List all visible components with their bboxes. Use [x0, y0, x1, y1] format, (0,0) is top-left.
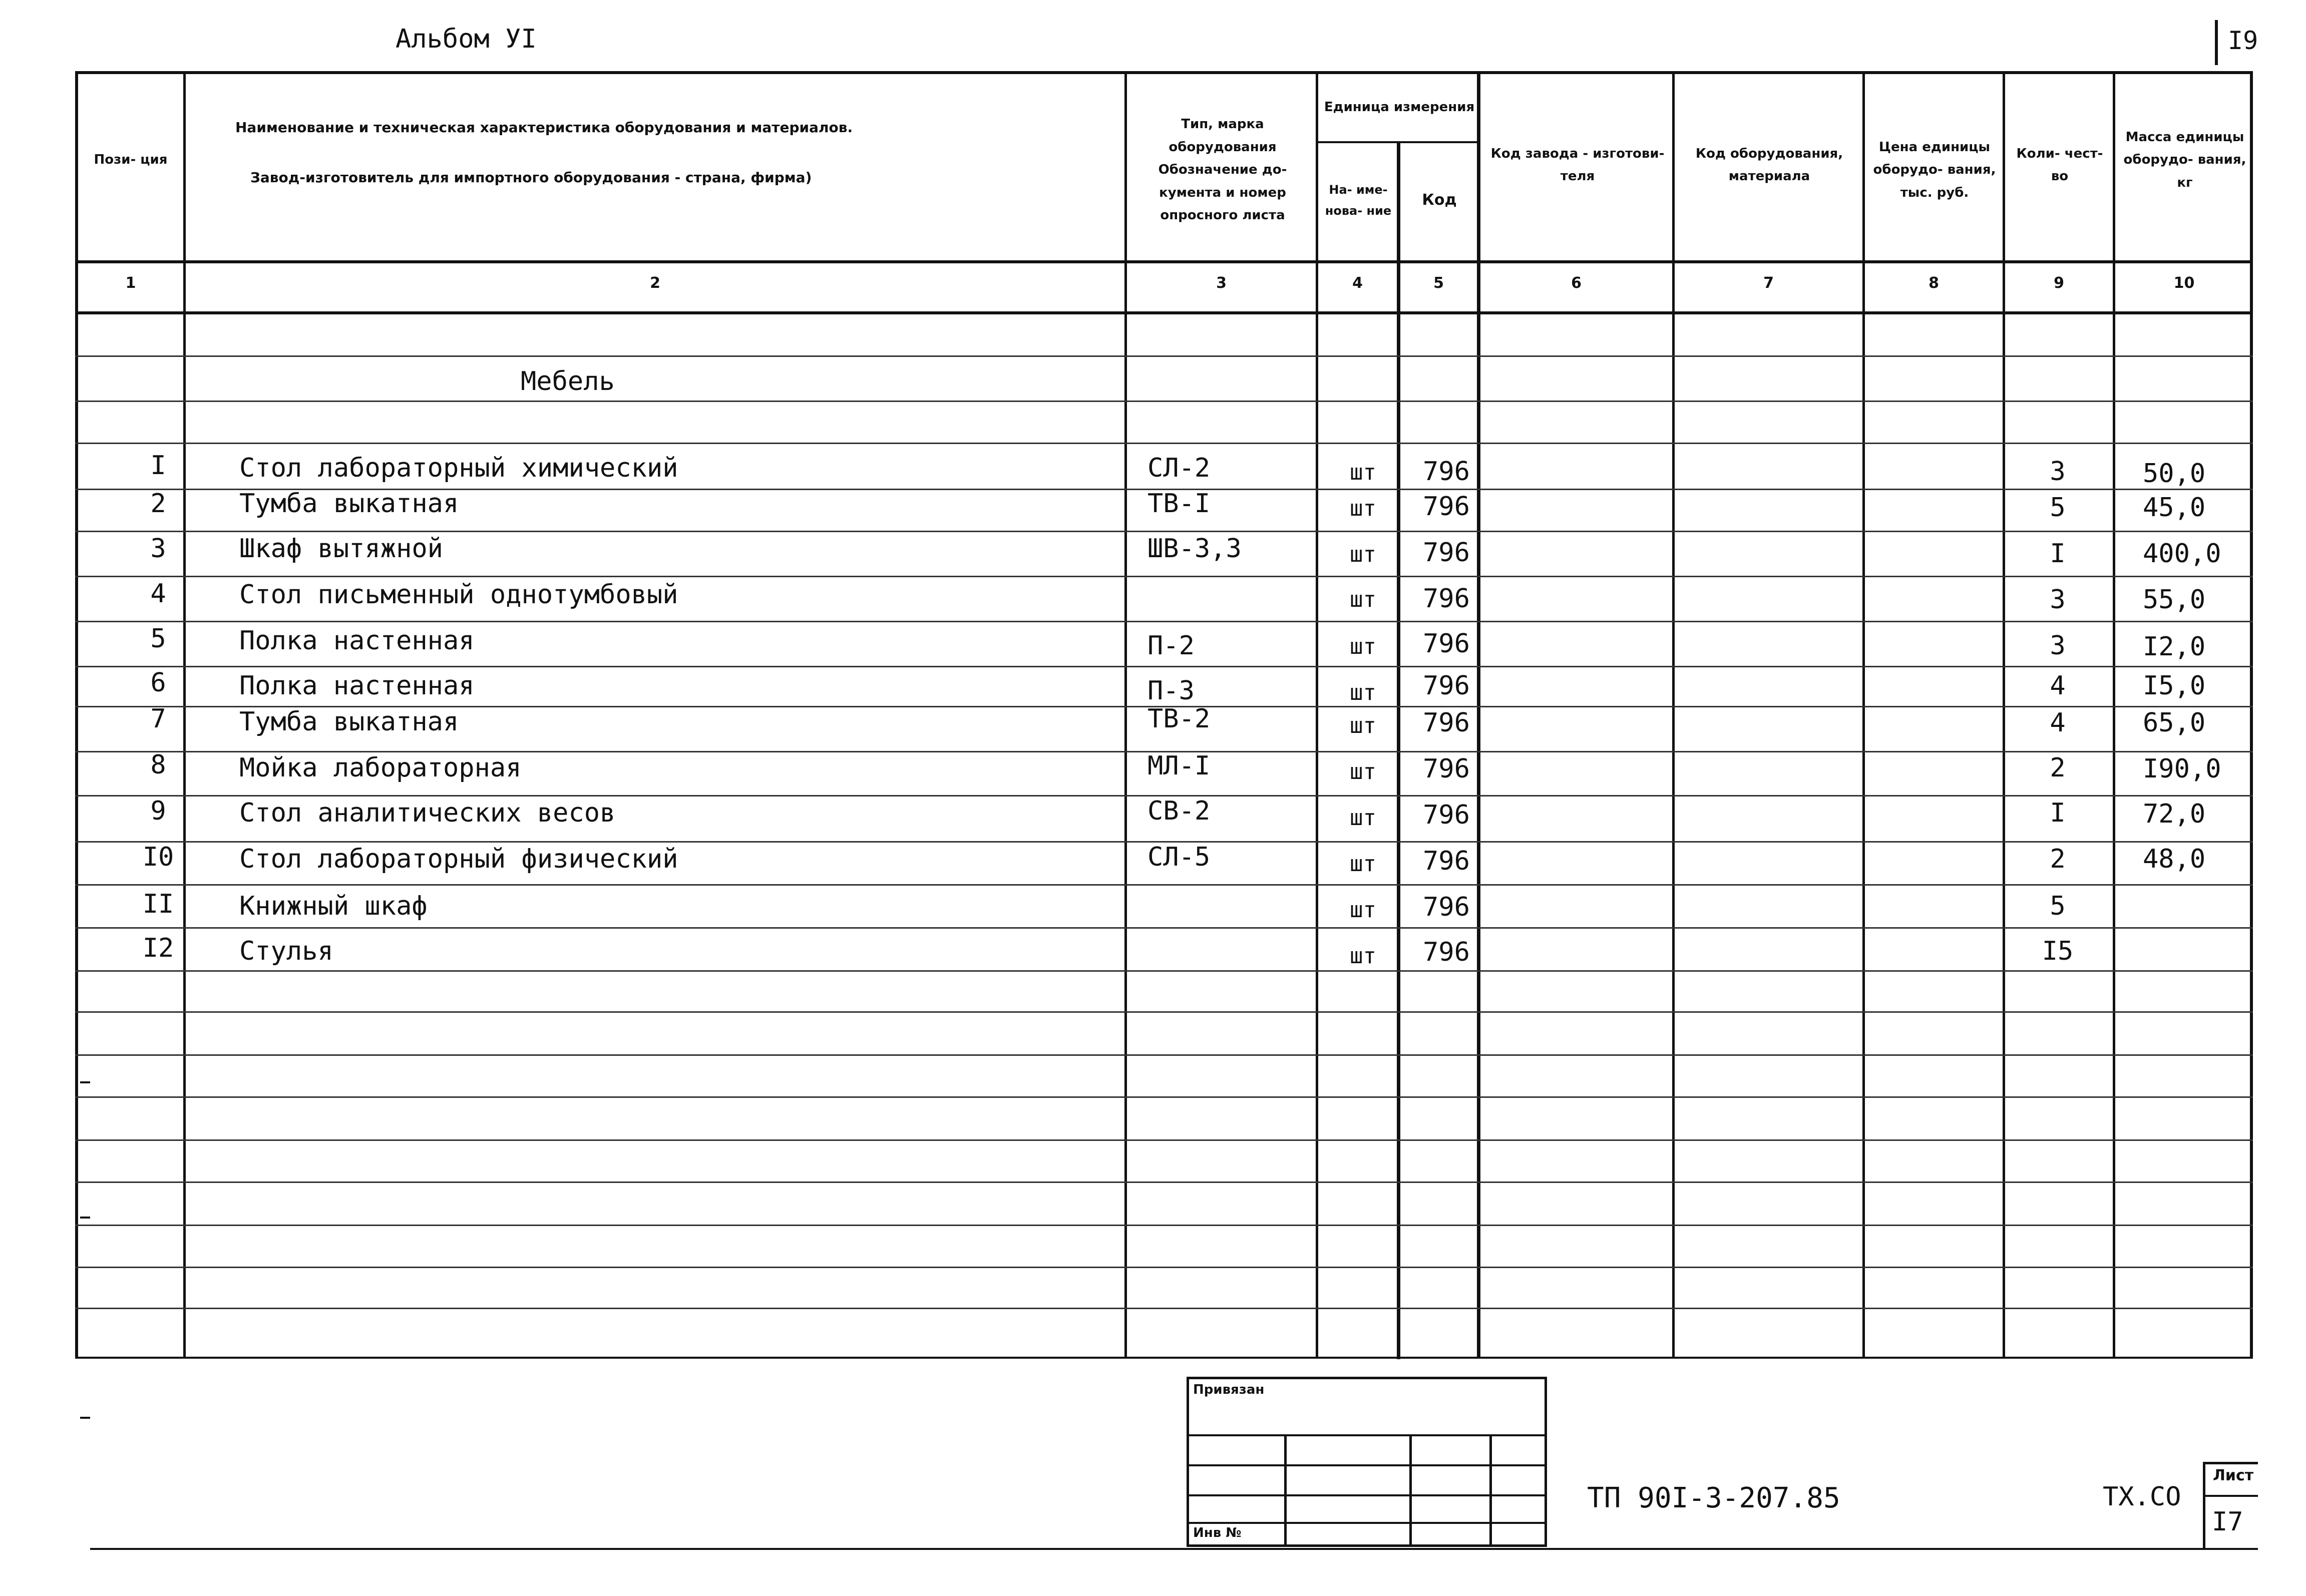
cell-quantity: I5 — [2042, 936, 2074, 966]
cell-unit: шт — [1350, 460, 1376, 485]
cell-name: Полка настенная — [239, 671, 475, 701]
column-number: 2 — [650, 274, 660, 292]
row-line — [75, 621, 2253, 622]
cell-quantity: 2 — [2050, 844, 2066, 874]
header-unit-mass: Масса единицы оборудо- вания, кг — [2123, 129, 2246, 190]
header-unit-code: Код — [1422, 191, 1457, 209]
stamp-divider — [1284, 1434, 1287, 1547]
cell-position: 6 — [150, 668, 166, 698]
cell-unit-code: 796 — [1423, 671, 1470, 701]
cell-position: 5 — [150, 624, 166, 654]
cell-unit-code: 796 — [1423, 754, 1470, 784]
cell-unit: шт — [1350, 713, 1376, 738]
cell-unit: шт — [1350, 680, 1376, 705]
sheet-number: I7 — [2212, 1507, 2243, 1537]
cell-mass: 45,0 — [2143, 493, 2206, 523]
header-unit-price: Цена единицы оборудо- вания, тыс. руб. — [1873, 139, 1996, 200]
bottom-border-line — [90, 1548, 2258, 1550]
cell-name: Книжный шкаф — [239, 891, 428, 921]
margin-tick — [80, 1217, 90, 1219]
cell-name: Стол лабораторный химический — [239, 453, 678, 483]
row-line — [75, 666, 2253, 667]
cell-quantity: 5 — [2050, 493, 2066, 523]
column-number: 6 — [1571, 274, 1582, 292]
linking-stamp — [1187, 1377, 1547, 1547]
cell-type: П-2 — [1147, 631, 1195, 661]
cell-mass: 72,0 — [2143, 799, 2206, 829]
cell-type: П-3 — [1147, 676, 1195, 706]
header-unit-group: Единица измерения — [1324, 100, 1475, 115]
row-line — [75, 1011, 2253, 1013]
cell-unit: шт — [1350, 805, 1376, 831]
row-line — [75, 1096, 2253, 1098]
row-line — [75, 576, 2253, 577]
cell-mass: I2,0 — [2143, 632, 2206, 662]
column-number: 8 — [1929, 274, 1939, 292]
cell-quantity: I — [2050, 798, 2066, 828]
column-number: 5 — [1433, 274, 1444, 292]
stamp-inventory-label: Инв № — [1193, 1525, 1242, 1540]
cell-name: Полка настенная — [239, 626, 475, 656]
cell-quantity: 3 — [2050, 585, 2066, 615]
cell-unit: шт — [1350, 897, 1376, 923]
cell-type: МЛ-I — [1147, 751, 1211, 781]
col-divider — [1316, 71, 1318, 1359]
stamp-divider — [1489, 1434, 1492, 1547]
header-unit-name: На- име- нова- ние — [1325, 183, 1392, 218]
header-type: Тип, марка оборудования Обозначение до- кумента и номер опросного листа — [1158, 117, 1287, 223]
cell-unit: шт — [1350, 634, 1376, 659]
cell-quantity: 4 — [2050, 671, 2066, 701]
cell-name: Тумба выкатная — [239, 489, 459, 519]
table-bottom-line — [75, 1357, 2253, 1359]
cell-unit-code: 796 — [1423, 846, 1470, 876]
col-divider — [2113, 71, 2115, 1359]
cell-unit: шт — [1350, 943, 1376, 969]
cell-quantity: 5 — [2050, 891, 2066, 921]
col-divider — [1862, 71, 1865, 1359]
page-number-divider — [2215, 20, 2218, 65]
column-number: 3 — [1216, 274, 1227, 292]
cell-name: Мойка лабораторная — [239, 753, 522, 783]
col-divider — [1477, 71, 1480, 1359]
section-title: Мебель — [521, 366, 615, 396]
column-number: 10 — [2173, 274, 2195, 292]
cell-unit-code: 796 — [1423, 538, 1470, 568]
column-number-line — [75, 311, 2253, 314]
cell-unit-code: 796 — [1423, 708, 1470, 738]
column-number: 4 — [1352, 274, 1363, 292]
col-divider — [1124, 71, 1127, 1359]
cell-unit-code: 796 — [1423, 584, 1470, 614]
cell-type: ШВ-3,3 — [1147, 534, 1242, 564]
cell-quantity: I — [2050, 539, 2066, 569]
margin-tick — [80, 1417, 90, 1419]
column-number: 1 — [125, 274, 136, 292]
row-line — [75, 884, 2253, 886]
col-divider — [1672, 71, 1675, 1359]
row-line — [75, 1054, 2253, 1056]
cell-type: ТВ-I — [1147, 489, 1211, 519]
row-line — [75, 355, 2253, 357]
header-quantity: Коли- чест- во — [2016, 146, 2103, 184]
sheet-code: ТХ.СО — [2103, 1482, 2181, 1512]
cell-mass: 48,0 — [2143, 844, 2206, 874]
document-code: ТП 90I-3-207.85 — [1587, 1482, 1840, 1514]
stamp-linked-label: Привязан — [1193, 1382, 1265, 1397]
cell-name: Стол письменный однотумбовый — [239, 580, 678, 610]
header-factory-code: Код завода - изготови- теля — [1490, 146, 1665, 184]
cell-mass: 50,0 — [2143, 459, 2206, 489]
cell-position: I0 — [142, 842, 174, 872]
cell-position: 7 — [150, 704, 166, 734]
sheet-label: Лист — [2213, 1467, 2254, 1484]
header-bottom-line — [75, 260, 2253, 263]
cell-quantity: 3 — [2050, 457, 2066, 487]
col-divider — [2003, 71, 2005, 1359]
sheet-box-divider — [2203, 1495, 2258, 1497]
cell-quantity: 2 — [2050, 753, 2066, 783]
cell-position: 3 — [150, 534, 166, 564]
cell-mass: I5,0 — [2143, 671, 2206, 701]
row-line — [75, 970, 2253, 972]
row-line — [75, 1308, 2253, 1309]
cell-position: I2 — [142, 933, 174, 963]
cell-position: 9 — [150, 796, 166, 826]
cell-unit-code: 796 — [1423, 800, 1470, 830]
cell-mass: 400,0 — [2143, 539, 2221, 569]
cell-type: СЛ-2 — [1147, 453, 1211, 483]
cell-name: Стулья — [239, 936, 333, 966]
cell-position: 4 — [150, 579, 166, 609]
cell-name: Тумба выкатная — [239, 707, 459, 737]
cell-type: СВ-2 — [1147, 796, 1211, 826]
cell-position: 2 — [150, 489, 166, 519]
cell-name: Стол лабораторный физический — [239, 844, 678, 874]
row-line — [75, 531, 2253, 532]
cell-quantity: 4 — [2050, 708, 2066, 738]
cell-unit-code: 796 — [1423, 937, 1470, 967]
row-line — [75, 443, 2253, 444]
cell-mass: I90,0 — [2143, 754, 2221, 784]
album-label: Альбом УI — [396, 24, 537, 54]
row-line — [75, 401, 2253, 402]
header-position: Пози- ция — [94, 152, 168, 168]
cell-name: Шкаф вытяжной — [239, 534, 443, 564]
cell-mass: 55,0 — [2143, 585, 2206, 615]
header-equipment-code: Код оборудования, материала — [1695, 146, 1843, 184]
cell-quantity: 3 — [2050, 631, 2066, 661]
margin-tick — [80, 1081, 90, 1083]
cell-position: II — [142, 889, 174, 919]
cell-name: Стол аналитических весов — [239, 798, 616, 828]
column-number: 7 — [1763, 274, 1774, 292]
row-line — [75, 1181, 2253, 1183]
page-number: I9 — [2228, 26, 2258, 55]
row-line — [75, 1225, 2253, 1226]
cell-unit: шт — [1350, 496, 1376, 521]
header-name-line2: Завод-изготовитель для импортного оборудования - страна, фирма) — [250, 169, 812, 186]
header-name-line1: Наименование и техническая характеристика оборудования и материалов. — [235, 119, 853, 136]
cell-mass: 65,0 — [2143, 708, 2206, 738]
cell-position: I — [150, 451, 166, 481]
unit-group-divider — [1316, 141, 1479, 143]
stamp-divider — [1409, 1434, 1412, 1547]
column-number: 9 — [2054, 274, 2064, 292]
cell-unit: шт — [1350, 851, 1376, 877]
cell-unit: шт — [1350, 587, 1376, 612]
cell-type: ТВ-2 — [1147, 704, 1211, 734]
row-line — [75, 1139, 2253, 1141]
cell-unit: шт — [1350, 759, 1376, 784]
cell-type: СЛ-5 — [1147, 842, 1211, 872]
cell-position: 8 — [150, 750, 166, 780]
cell-unit-code: 796 — [1423, 892, 1470, 922]
cell-unit-code: 796 — [1423, 492, 1470, 522]
cell-unit: шт — [1350, 542, 1376, 567]
cell-unit-code: 796 — [1423, 457, 1470, 487]
row-line — [75, 1267, 2253, 1268]
row-line — [75, 927, 2253, 929]
cell-unit-code: 796 — [1423, 629, 1470, 659]
